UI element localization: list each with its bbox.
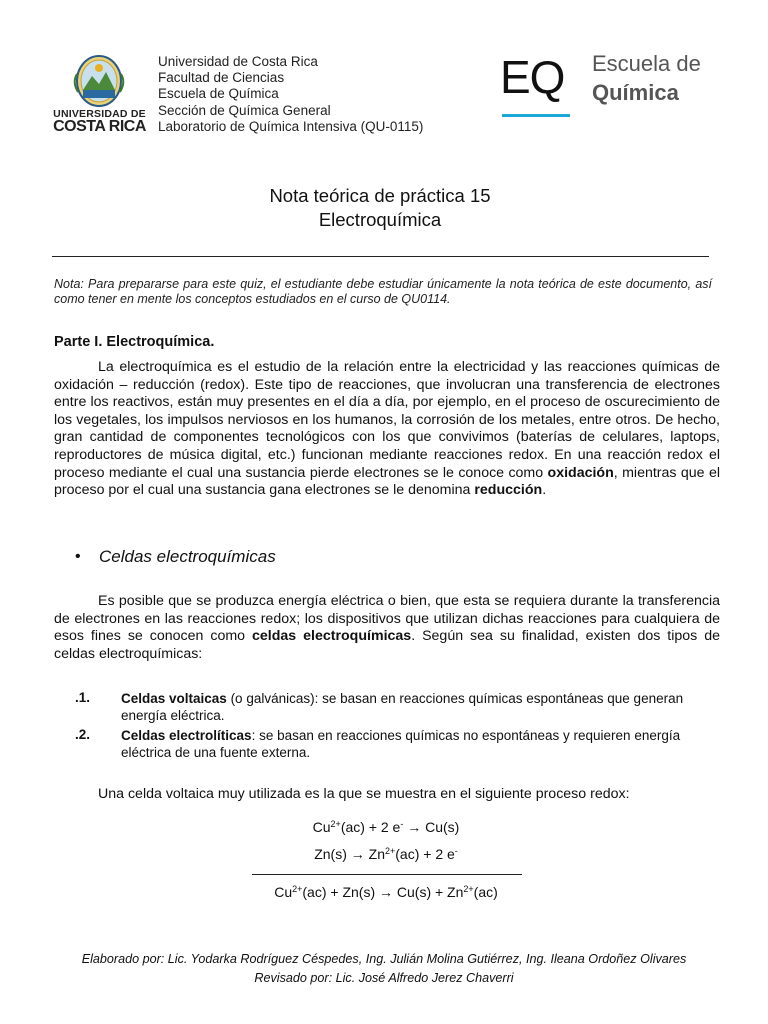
subsection-heading: Celdas electroquímicas xyxy=(99,547,276,566)
eq-text: → Cu(s) xyxy=(403,819,460,835)
list-item-term: Celdas electrolíticas xyxy=(121,728,252,743)
title-divider xyxy=(52,256,709,257)
eq-text: Cu xyxy=(312,819,331,835)
overall-reaction xyxy=(250,884,522,900)
eq-charge: 2+ xyxy=(463,884,474,894)
eq-logo-name-line2: Química xyxy=(592,80,679,105)
half-reaction-oxidation xyxy=(250,846,522,862)
logo-wordmark-line1: UNIVERSIDAD DE xyxy=(53,108,146,120)
cells-paragraph xyxy=(54,593,720,663)
eq-charge: - xyxy=(400,819,404,829)
list-item xyxy=(121,690,711,724)
paragraph-text: La electroquímica es el estudio de la relación entre la electricidad y las reacciones químicas de oxidación – reducción (redox). Este tipo de reacciones, que involucran una transferencia de electrones entre los reactivos, están muy presentes en el día a día, por ejemplo, en el proceso de oscurecimiento de los vegetales, los impulsos nerviosos en los humanos, la corrosión de los metales, entre otros. De hecho, gran cantidad de componentes tecnológicos con los que convivimos (baterías de celulares, laptops, reproductores de música digital, etc.) funcionan mediante reacciones redox. En una reacción redox el proceso mediante el cual una sustancia pierde electrones se le conoce como xyxy=(54,359,720,481)
paragraph-text: . xyxy=(542,482,547,499)
list-item xyxy=(121,727,711,761)
eq-text: (ac) xyxy=(473,884,498,900)
list-item-text: (o galvánicas): se basan en reacciones químicas espontáneas que generan energía eléctrica. xyxy=(121,691,684,723)
eq-charge: - xyxy=(454,846,458,856)
eq-charge: 2+ xyxy=(330,819,341,829)
bullet-marker: • xyxy=(75,548,81,565)
eq-logo-mark: EQ xyxy=(500,51,565,103)
eq-text: (ac) + 2 e xyxy=(340,819,401,835)
institution-line: Laboratorio de Química Intensiva (QU-0115) xyxy=(158,118,424,134)
list-item-text: : se basan en reacciones químicas no espontáneas y requieren energía eléctrica de una fuente externa. xyxy=(121,728,681,760)
institution-block xyxy=(158,54,423,135)
eq-text: Zn(s) → Zn xyxy=(314,846,385,862)
authors-credit: Elaborado por: Lic. Yodarka Rodríguez Céspedes, Ing. Julián Molina Gutiérrez, Ing. Ileana Ordoñez Olivares xyxy=(81,952,687,966)
eq-text: (ac) + 2 e xyxy=(395,846,455,862)
institution-line: Universidad de Costa Rica xyxy=(158,54,318,69)
eq-text: (ac) + Zn(s) → Cu(s) + Zn xyxy=(302,884,464,900)
logo-wordmark-line2: COSTA RICA xyxy=(53,118,146,135)
section-heading: Parte I. Electroquímica. xyxy=(54,334,215,350)
institution-line: Facultad de Ciencias xyxy=(158,70,285,86)
half-reaction-reduction xyxy=(250,819,522,835)
document-title: Nota teórica de práctica 15 xyxy=(269,185,491,206)
eq-logo-name-line1: Escuela de xyxy=(592,51,701,76)
list-number: .2. xyxy=(75,727,91,742)
eq-logo-underline xyxy=(502,114,570,117)
paragraph-text: , mientras que el proceso por el cual una sustancia gana electrones se le denomina xyxy=(54,464,720,499)
institution-line: Escuela de Química xyxy=(158,86,279,102)
reviewer-credit: Revisado por: Lic. José Alfredo Jerez Chaverri xyxy=(254,971,514,985)
institution-line: Sección de Química General xyxy=(158,102,331,118)
study-note: Nota: Para prepararse para este quiz, el estudiante debe estudiar únicamente la nota teórica de este documento, así como tener en mente los conceptos estudiados en el curso de QU0114. xyxy=(54,277,712,306)
list-number: .1. xyxy=(75,690,91,705)
term-electrochemical-cells: celdas electroquímicas xyxy=(252,628,412,645)
intro-paragraph xyxy=(54,359,720,500)
eq-charge: 2+ xyxy=(292,884,303,894)
document-subtitle: Electroquímica xyxy=(318,209,442,230)
list-item-term: Celdas voltaicas xyxy=(121,691,227,706)
term-reduction: reducción xyxy=(474,482,543,499)
paragraph-text: . Según sea su finalidad, existen dos tipos de celdas electroquímicas: xyxy=(54,628,721,662)
eq-charge: 2+ xyxy=(384,846,396,856)
term-oxidation: oxidación xyxy=(547,464,614,481)
redox-intro-paragraph: Una celda voltaica muy utilizada es la que se muestra en el siguiente proceso redox: xyxy=(98,786,630,802)
paragraph-text: Es posible que se produzca energía eléctrica o bien, que esta se requiera durante la transferencia de electrones en las reacciones redox; los dispositivos que utilizan dichas reacciones para cualquiera de esos fines se conocen como xyxy=(54,593,720,645)
eq-text: Cu xyxy=(274,884,293,900)
equation-sum-line xyxy=(252,874,522,875)
